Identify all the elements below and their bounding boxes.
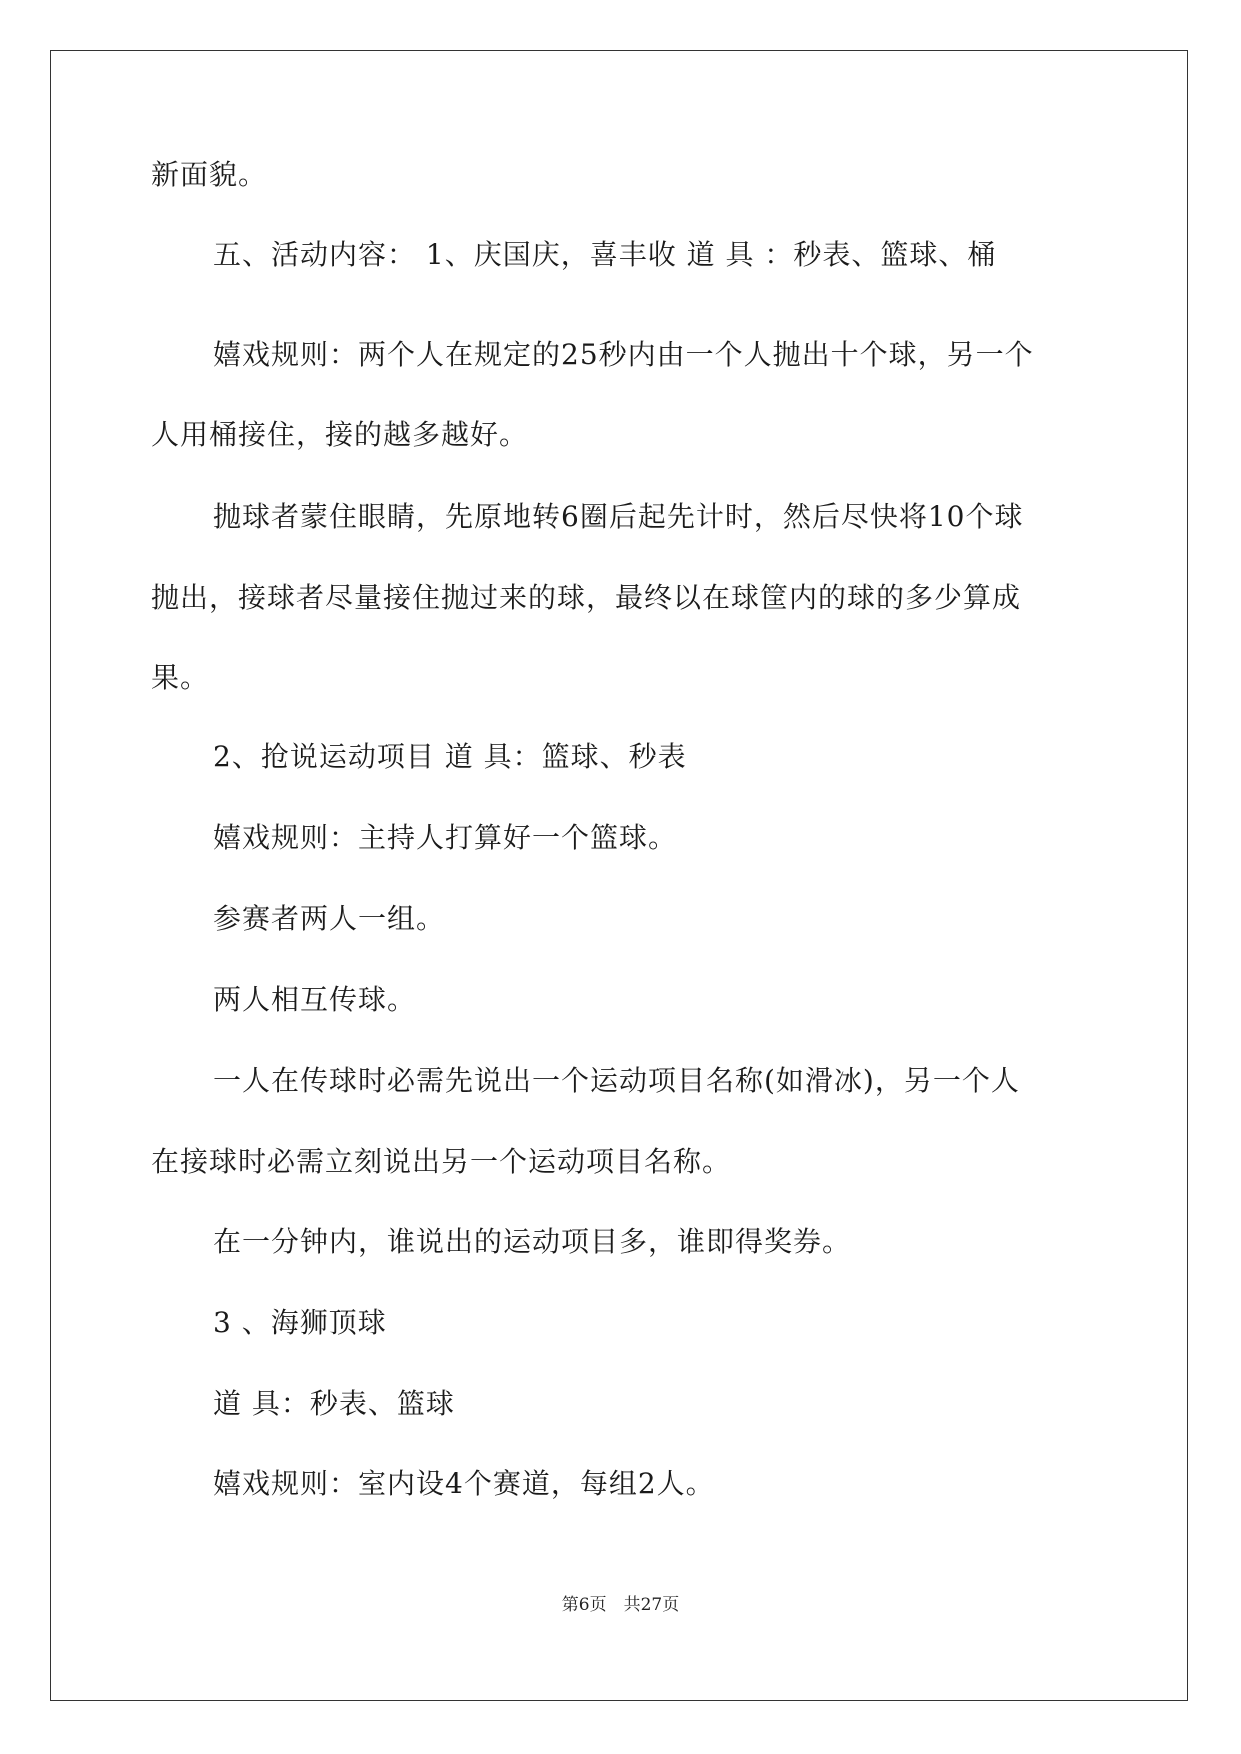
- text-line: 两人相互传球。: [213, 983, 417, 1016]
- text-line: 五、活动内容： 1、庆国庆，喜丰收 道 具 ：秒表、篮球、桶: [213, 238, 997, 271]
- text-line: 道 具：秒表、篮球: [213, 1387, 455, 1420]
- text-line: 在接球时必需立刻说出另一个运动项目名称。: [151, 1145, 732, 1178]
- text-line: 嬉戏规则：室内设4个赛道，每组2人。: [213, 1467, 715, 1500]
- text-line: 一人在传球时必需先说出一个运动项目名称(如滑冰)，另一个人: [213, 1064, 1020, 1097]
- text-line: 参赛者两人一组。: [213, 902, 446, 935]
- text-line: 抛出，接球者尽量接住抛过来的球，最终以在球筐内的球的多少算成: [151, 581, 1022, 614]
- text-line: 人用桶接住，接的越多越好。: [151, 418, 529, 451]
- page-number: 第6页 共27页: [561, 1595, 680, 1615]
- text-line: 在一分钟内，谁说出的运动项目多，谁即得奖券。: [213, 1225, 852, 1258]
- text-line: 3 、海狮顶球: [213, 1306, 387, 1339]
- page-border: [50, 50, 1188, 1701]
- text-line: 嬉戏规则：两个人在规定的25秒内由一个人抛出十个球，另一个: [213, 338, 1034, 371]
- text-line: 2、抢说运动项目 道 具：篮球、秒表: [213, 740, 687, 773]
- text-line: 抛球者蒙住眼睛，先原地转6圈后起先计时，然后尽快将10个球: [213, 500, 1024, 533]
- text-line: 嬉戏规则：主持人打算好一个篮球。: [213, 821, 678, 854]
- text-line: 果。: [151, 661, 210, 694]
- text-line: 新面貌。: [151, 158, 268, 191]
